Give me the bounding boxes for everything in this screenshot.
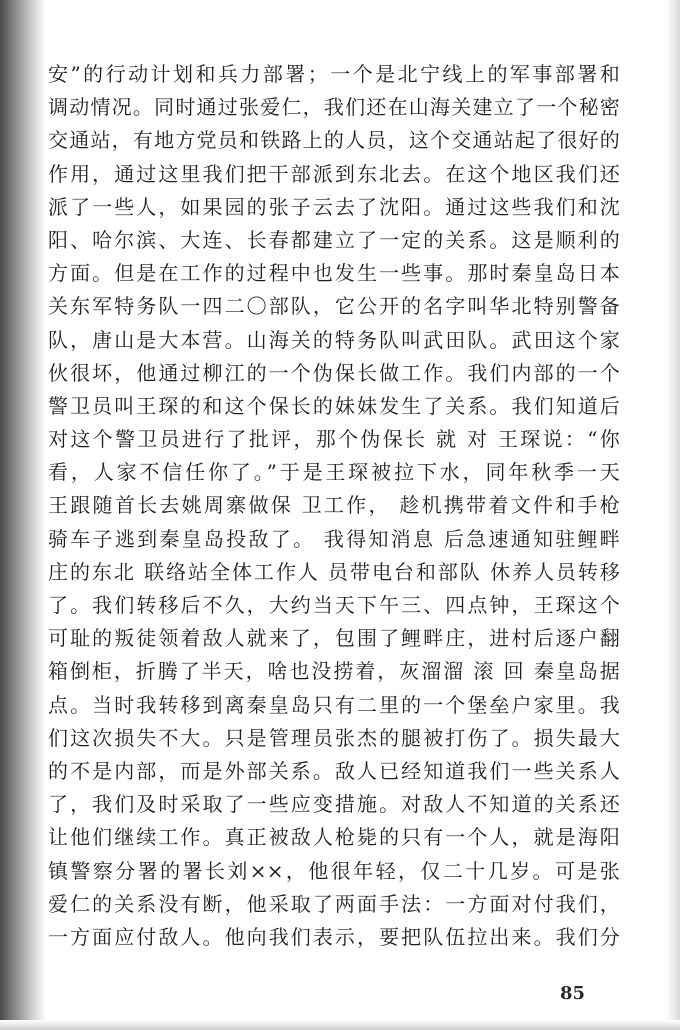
text-line: 了，我们及时采取了一些应变措施。对敌人不知道的关系还 <box>48 792 620 817</box>
body-text <box>48 58 620 954</box>
text-line: 方面。但是在工作的过程中也发生一些事。那时秦皇岛日本 <box>48 261 620 286</box>
text-line: 一方面应付敌人。他向我们表示，要把队伍拉出来。我们分 <box>48 924 620 949</box>
page-bottom-shadow <box>0 1020 680 1030</box>
text-line: 镇警察分署的署长刘××，他很年轻，仅二十几岁。可是张 <box>48 858 620 883</box>
text-line: 们这次损失不大。只是管理员张杰的腿被打伤了。损失最大 <box>48 725 620 750</box>
text-line: 的不是内部，而是外部关系。敌人已经知道我们一些关系人 <box>48 758 620 783</box>
text-line: 派了一些人，如果园的张子云去了沈阳。通过这些我们和沈 <box>48 194 620 219</box>
text-line: 可耻的叛徒领着敌人就来了，包围了鲤畔庄，进村后逐户翻 <box>48 626 620 651</box>
text-line: 看，人家不信任你了。”于是王琛被拉下水，同年秋季一天 <box>48 460 620 485</box>
text-line: 对这个警卫员进行了批评，那个伪保长 就 对 王琛说：“你 <box>48 427 620 452</box>
text-line: 庄的东北 联络站全体工作人 员带电台和部队 休养人员转移 <box>48 559 620 584</box>
page-number: 85 <box>560 983 586 1004</box>
text-line: 关东军特务队一四二〇部队，它公开的名字叫华北特别警备 <box>48 294 620 319</box>
text-line: 作用，通过这里我们把干部派到东北去。在这个地区我们还 <box>48 161 620 186</box>
text-line: 爱仁的关系没有断，他采取了两面手法：一方面对付我们， <box>48 891 620 916</box>
text-line: 交通站，有地方党员和铁路上的人员，这个交通站起了很好的 <box>48 128 620 153</box>
text-line: 阳、哈尔滨、大连、长春都建立了一定的关系。这是顺利的 <box>48 227 620 252</box>
text-line: 伙很坏，他通过柳江的一个伪保长做工作。我们内部的一个 <box>48 360 620 385</box>
text-line: 箱倒柜，折腾了半天，啥也没捞着，灰溜溜 滚 回 秦皇岛据 <box>48 659 620 684</box>
text-line: 骑车子逃到秦皇岛投敌了。 我得知消息 后急速通知驻鲤畔 <box>48 526 620 551</box>
text-line: 点。当时我转移到离秦皇岛只有二里的一个堡垒户家里。我 <box>48 692 620 717</box>
text-line: 安”的行动计划和兵力部署；一个是北宁线上的军事部署和 <box>48 62 620 86</box>
page-gutter-shadow <box>0 0 46 1030</box>
text-line: 调动情况。同时通过张爱仁，我们还在山海关建立了一个秘密 <box>48 95 620 120</box>
text-line: 让他们继续工作。真正被敌人枪毙的只有一个人，就是海阳 <box>48 825 620 850</box>
text-line: 队，唐山是大本营。山海关的特务队叫武田队。武田这个家 <box>48 327 620 352</box>
page-edge-shadow <box>666 0 680 1030</box>
text-line: 了。我们转移后不久，大约当天下午三、四点钟，王琛这个 <box>48 593 620 617</box>
text-line: 警卫员叫王琛的和这个保长的妹妹发生了关系。我们知道后 <box>48 393 620 418</box>
text-line: 王跟随首长去姚周寨做保 卫工作， 趁机携带着文件和手枪 <box>48 493 620 518</box>
